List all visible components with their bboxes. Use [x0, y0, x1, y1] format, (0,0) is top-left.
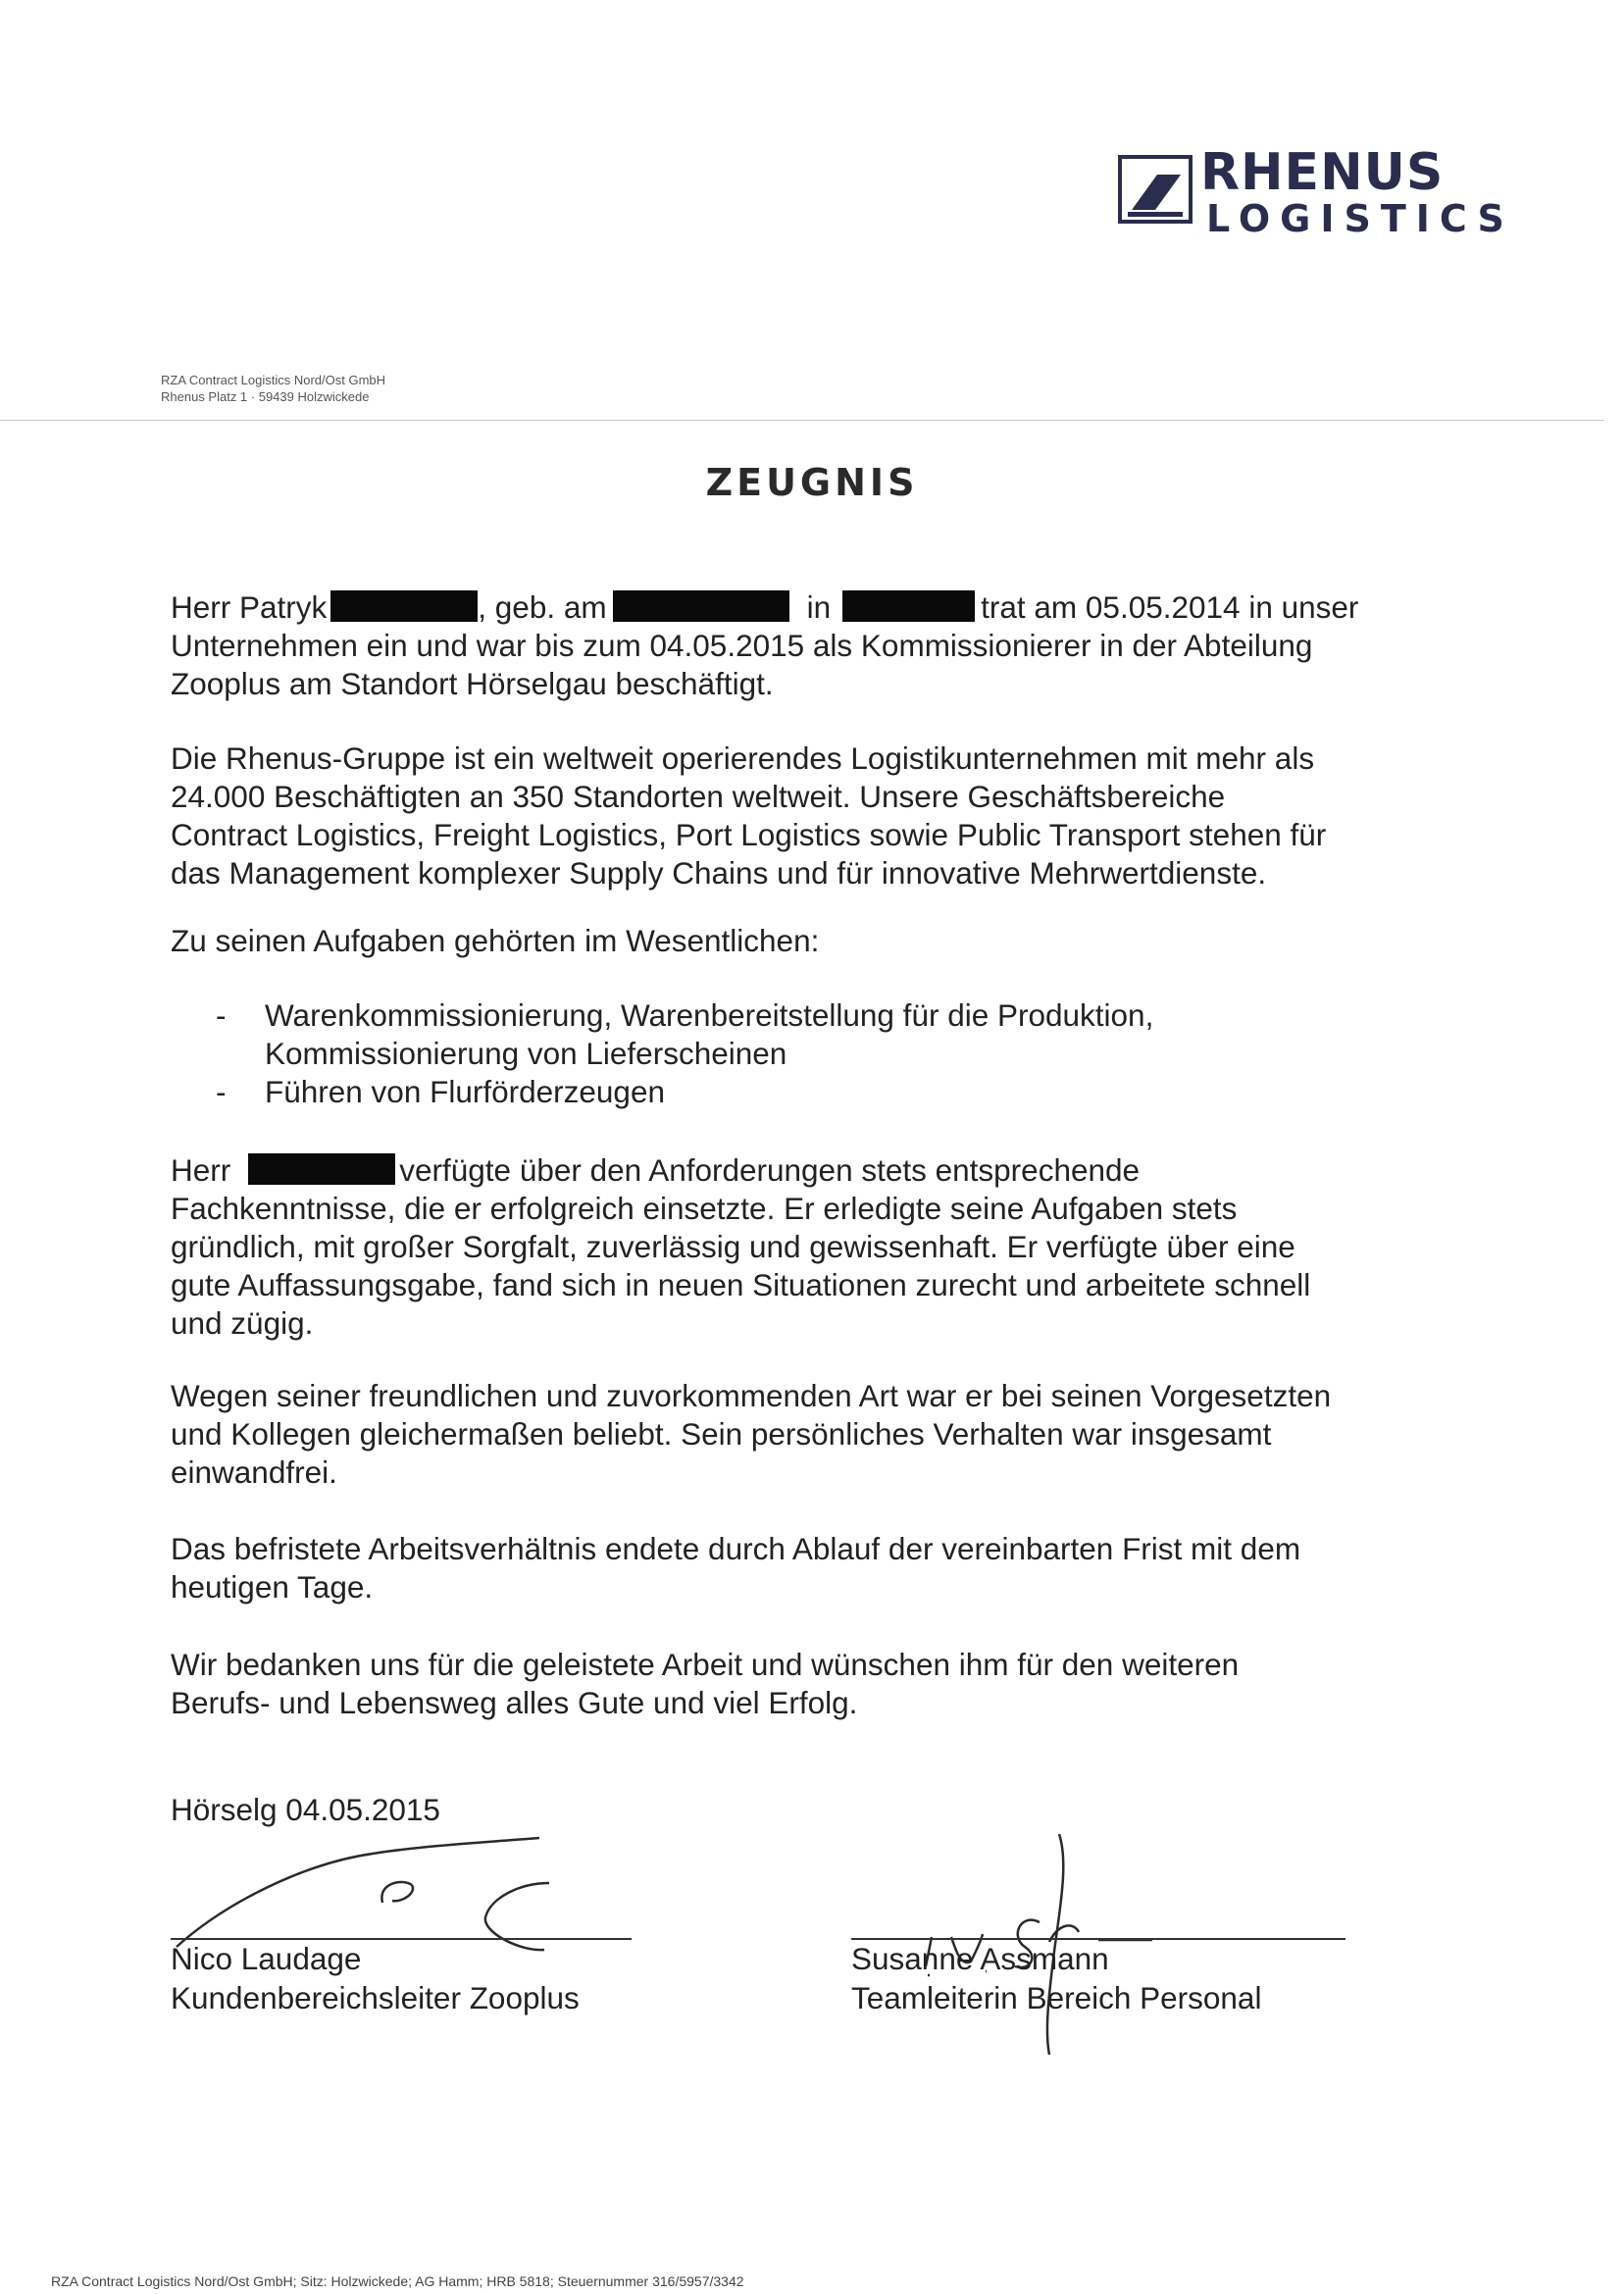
signature-left-image — [167, 1824, 579, 1952]
paragraph-conduct — [171, 1377, 1446, 1492]
signatory-right-name: Susanne Assmann — [851, 1941, 1109, 1976]
assessment-line: gute Auffassungsgabe, fand sich in neuen Situationen zurecht und arbeitete schnell — [171, 1267, 1311, 1302]
assessment-line: und zügig. — [171, 1305, 314, 1341]
list-item-continuation: Kommissionierung von Lieferscheinen — [265, 1036, 787, 1071]
list-item: Führen von Flurförderzeugen — [265, 1074, 665, 1109]
conduct-line: und Kollegen gleichermaßen beliebt. Sein persönliches Verhalten war insgesamt — [171, 1416, 1272, 1452]
redaction-surname — [330, 590, 478, 622]
paragraph-closing — [171, 1646, 1446, 1722]
conduct-line: einwandfrei. — [171, 1454, 337, 1490]
intro-text-a: Herr Patryk — [171, 589, 328, 625]
assessment-text-b: verfügte über den Anforderungen stets entsprechende — [399, 1152, 1141, 1188]
assessment-line: Fachkenntnisse, die er erfolgreich einsetzte. Er erledigte seine Aufgaben stets — [171, 1191, 1238, 1226]
logo-mark-icon — [1118, 155, 1193, 224]
company-line: 24.000 Beschäftigten an 350 Standorten weltweit. Unsere Geschäftsbereiche — [171, 779, 1226, 814]
closing-line: Berufs- und Lebensweg alles Gute und viel Erfolg. — [171, 1685, 858, 1720]
company-logo — [1118, 143, 1530, 240]
logo-wordmark-logistics: LOGISTICS — [1206, 197, 1514, 240]
list-item: Warenkommissionierung, Warenbereitstellung für die Produktion, — [265, 997, 1154, 1033]
intro-text-b: , geb. am — [478, 589, 607, 625]
signatory-right-role: Teamleiterin Bereich Personal — [851, 1980, 1262, 2015]
assessment-line: gründlich, mit großer Sorgfalt, zuverlässig und gewissenhaft. Er verfügte über eine — [171, 1229, 1295, 1264]
logo-wordmark-rhenus: RHENUS — [1200, 143, 1445, 202]
footer-legal: RZA Contract Logistics Nord/Ost GmbH; Sitz: Holzwickede; AG Hamm; HRB 5818; Steuernummer 316/5957/3342 — [51, 2273, 744, 2289]
paragraph-duties-intro: Zu seinen Aufgaben gehörten im Wesentlichen: — [171, 923, 820, 958]
termination-line: heutigen Tage. — [171, 1569, 374, 1605]
company-line: Contract Logistics, Freight Logistics, Port Logistics sowie Public Transport stehen für — [171, 817, 1327, 852]
paragraph-termination — [171, 1530, 1446, 1606]
duties-list — [0, 996, 1373, 1114]
sender-address: Rhenus Platz 1 · 59439 Holzwickede — [161, 389, 370, 404]
paragraph-assessment — [171, 1151, 1446, 1343]
intro-line-3: Zooplus am Standort Hörselgau beschäftigt. — [171, 666, 774, 701]
sender-company: RZA Contract Logistics Nord/Ost GmbH — [161, 373, 386, 387]
closing-line: Wir bedanken uns für die geleistete Arbeit und wünschen ihm für den weiteren — [171, 1647, 1240, 1682]
termination-line: Das befristete Arbeitsverhältnis endete durch Ablauf der vereinbarten Frist mit dem — [171, 1531, 1301, 1566]
header-divider — [0, 420, 1604, 421]
intro-text-c: in — [806, 589, 832, 625]
signatory-left-role: Kundenbereichsleiter Zooplus — [171, 1980, 580, 2015]
company-line: das Management komplexer Supply Chains und für innovative Mehrwertdienste. — [171, 855, 1267, 891]
paragraph-company — [171, 739, 1446, 892]
bullet-dash: - — [216, 997, 227, 1033]
intro-line-2: Unternehmen ein und war bis zum 04.05.2015 als Kommissionierer in der Abteilung — [171, 628, 1313, 663]
redaction-birthdate — [613, 590, 789, 622]
signatory-left-name: Nico Laudage — [171, 1941, 362, 1976]
company-line: Die Rhenus-Gruppe ist ein weltweit operierendes Logistikunternehmen mit mehr als — [171, 740, 1315, 776]
place-date: Hörselg 04.05.2015 — [171, 1792, 440, 1827]
redaction-birthplace — [842, 590, 975, 622]
bullet-dash: - — [216, 1074, 227, 1109]
intro-text-d: trat am 05.05.2014 in unser — [981, 589, 1359, 625]
redaction-surname — [248, 1153, 395, 1185]
paragraph-intro — [171, 588, 1446, 703]
document-title: ZEUGNIS — [705, 461, 919, 504]
conduct-line: Wegen seiner freundlichen und zuvorkommenden Art war er bei seinen Vorgesetzten — [171, 1378, 1332, 1413]
assessment-text-a: Herr — [171, 1152, 231, 1188]
